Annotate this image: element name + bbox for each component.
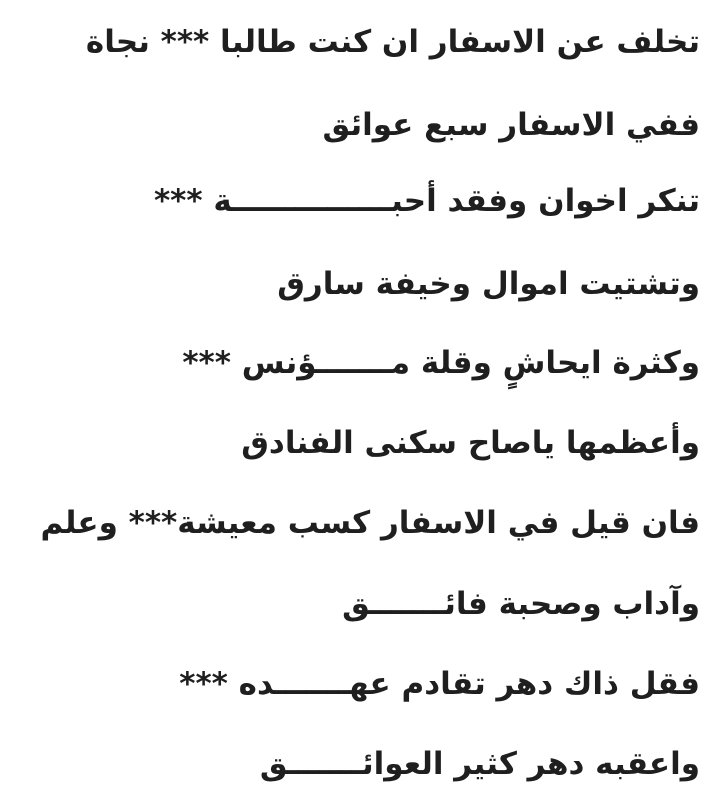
verse-line-7: فان قيل في الاسفار كسب معيشة*** وعلم <box>40 505 700 541</box>
verse-line-1: تخلف عن الاسفار ان كنت طالبا *** نجاة <box>85 24 700 60</box>
verse-line-8: وآداب وصحبة فائـــــــق <box>342 586 700 622</box>
verse-line-10: واعقبه دهر كثير العوائـــــــق <box>259 746 700 782</box>
verse-line-4: وتشتيت اموال وخيفة سارق <box>277 266 700 302</box>
verse-line-9: فقل ذاك دهر تقادم عهـــــــده *** <box>179 666 700 702</box>
verse-line-2: ففي الاسفار سبع عوائق <box>322 107 700 143</box>
verse-line-3: تنكر اخوان وفقد أحبـــــــــــــــة *** <box>153 183 700 219</box>
verse-line-5: وكثرة ايحاشٍ وقلة مـــــــؤنس *** <box>182 345 700 381</box>
verse-line-6: وأعظمها ياصاح سكنى الفنادق <box>241 425 700 461</box>
